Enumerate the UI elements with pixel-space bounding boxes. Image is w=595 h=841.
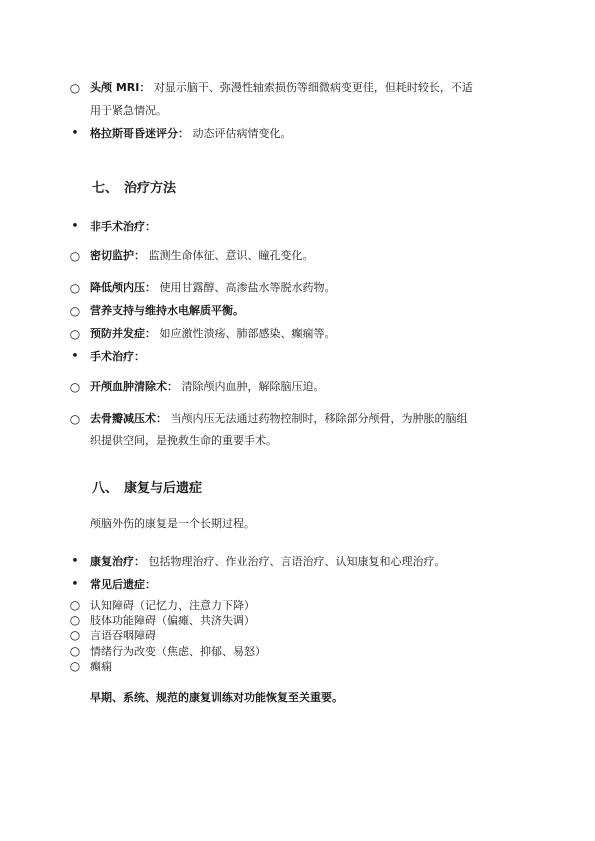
sequela-text: 言语吞咽障碍 xyxy=(90,629,156,642)
list-item xyxy=(0,347,595,367)
closing-note xyxy=(0,688,595,708)
sequela-text: 认知障碍（记忆力、注意力下降） xyxy=(90,599,255,612)
list-item xyxy=(0,377,595,397)
circle-bullet-icon: ○ xyxy=(69,327,81,341)
list-item xyxy=(0,628,595,643)
list-item xyxy=(0,246,595,266)
list-item xyxy=(0,659,595,674)
list-item xyxy=(0,409,595,429)
item-text: 包括物理治疗、作业治疗、言语治疗、认知康复和心理治疗。 xyxy=(145,555,446,568)
section-number: 八、 xyxy=(92,481,119,496)
bullet-icon: • xyxy=(71,126,79,141)
list-item xyxy=(0,217,595,237)
circle-bullet-icon: ○ xyxy=(69,249,81,263)
item-label: 康复治疗： xyxy=(90,555,145,568)
list-item xyxy=(0,324,595,344)
item-text: 清除颅内血肿，解除脑压迫。 xyxy=(178,380,325,393)
circle-bullet-icon: ○ xyxy=(69,304,81,318)
intro-text: 颅脑外伤的康复是一个长期过程。 xyxy=(90,517,255,530)
item-text: 如应激性溃疡、肺部感染、癫痫等。 xyxy=(156,327,336,340)
item-text: 对显示脑干、弥漫性轴索损伤等细微病变更佳，但耗时较长，不适 xyxy=(150,81,473,94)
circle-bullet-icon: ○ xyxy=(69,613,81,627)
list-item xyxy=(0,552,595,572)
circle-bullet-icon: ○ xyxy=(69,412,81,426)
circle-bullet-icon: ○ xyxy=(69,644,81,658)
list-item xyxy=(0,575,595,595)
circle-bullet-icon: ○ xyxy=(69,598,81,612)
item-text: 织提供空间，是挽救生命的重要手术。 xyxy=(90,434,277,447)
sequela-text: 癫痫 xyxy=(90,660,112,673)
item-label: 非手术治疗： xyxy=(90,220,156,233)
item-text: 用于紧急情况。 xyxy=(90,104,167,117)
list-item-continued xyxy=(0,101,595,121)
section-number: 七、 xyxy=(92,181,119,196)
section-heading xyxy=(92,479,202,499)
list-item xyxy=(0,124,595,144)
item-label: 降低颅内压： xyxy=(90,281,156,294)
circle-bullet-icon: ○ xyxy=(69,380,81,394)
item-label: 开颅血肿清除术： xyxy=(90,380,178,393)
list-item xyxy=(0,613,595,628)
closing-text: 早期、系统、规范的康复训练对功能恢复至关重要。 xyxy=(90,691,343,704)
bullet-icon: • xyxy=(71,219,79,234)
section-title: 康复与后遗症 xyxy=(124,481,203,496)
item-label: 密切监护： xyxy=(90,249,145,262)
item-label: 营养支持与维持水电解质平衡。 xyxy=(90,304,244,317)
item-label: 格拉斯哥昏迷评分： xyxy=(90,127,189,140)
bullet-icon: • xyxy=(71,554,79,569)
sequela-text: 肢体功能障碍（偏瘫、共济失调） xyxy=(90,614,255,627)
list-item-continued xyxy=(0,431,595,451)
circle-bullet-icon: ○ xyxy=(69,81,81,95)
bullet-icon: • xyxy=(71,349,79,364)
item-label: 头颅 MRI： xyxy=(90,81,151,94)
circle-bullet-icon: ○ xyxy=(69,628,81,642)
paragraph xyxy=(0,514,595,534)
list-item xyxy=(0,598,595,613)
list-item xyxy=(0,301,595,321)
list-item xyxy=(0,644,595,659)
circle-bullet-icon: ○ xyxy=(69,281,81,295)
section-title: 治疗方法 xyxy=(124,181,177,196)
item-text: 当颅内压无法通过药物控制时，移除部分颅骨，为肿胀的脑组 xyxy=(167,412,468,425)
item-label: 常见后遗症： xyxy=(90,578,156,591)
circle-bullet-icon: ○ xyxy=(69,659,81,673)
bullet-icon: • xyxy=(71,577,79,592)
list-item xyxy=(0,78,595,98)
item-label: 预防并发症： xyxy=(90,327,156,340)
item-label: 去骨瓣减压术： xyxy=(90,412,167,425)
item-text: 动态评估病情变化。 xyxy=(189,127,292,140)
section-heading xyxy=(92,179,176,199)
item-label: 手术治疗： xyxy=(90,350,145,363)
list-item xyxy=(0,278,595,298)
sequela-text: 情绪行为改变（焦虑、抑郁、易怒） xyxy=(90,645,266,658)
item-text: 使用甘露醇、高渗盐水等脱水药物。 xyxy=(156,281,336,294)
item-text: 监测生命体征、意识、瞳孔变化。 xyxy=(145,249,314,262)
